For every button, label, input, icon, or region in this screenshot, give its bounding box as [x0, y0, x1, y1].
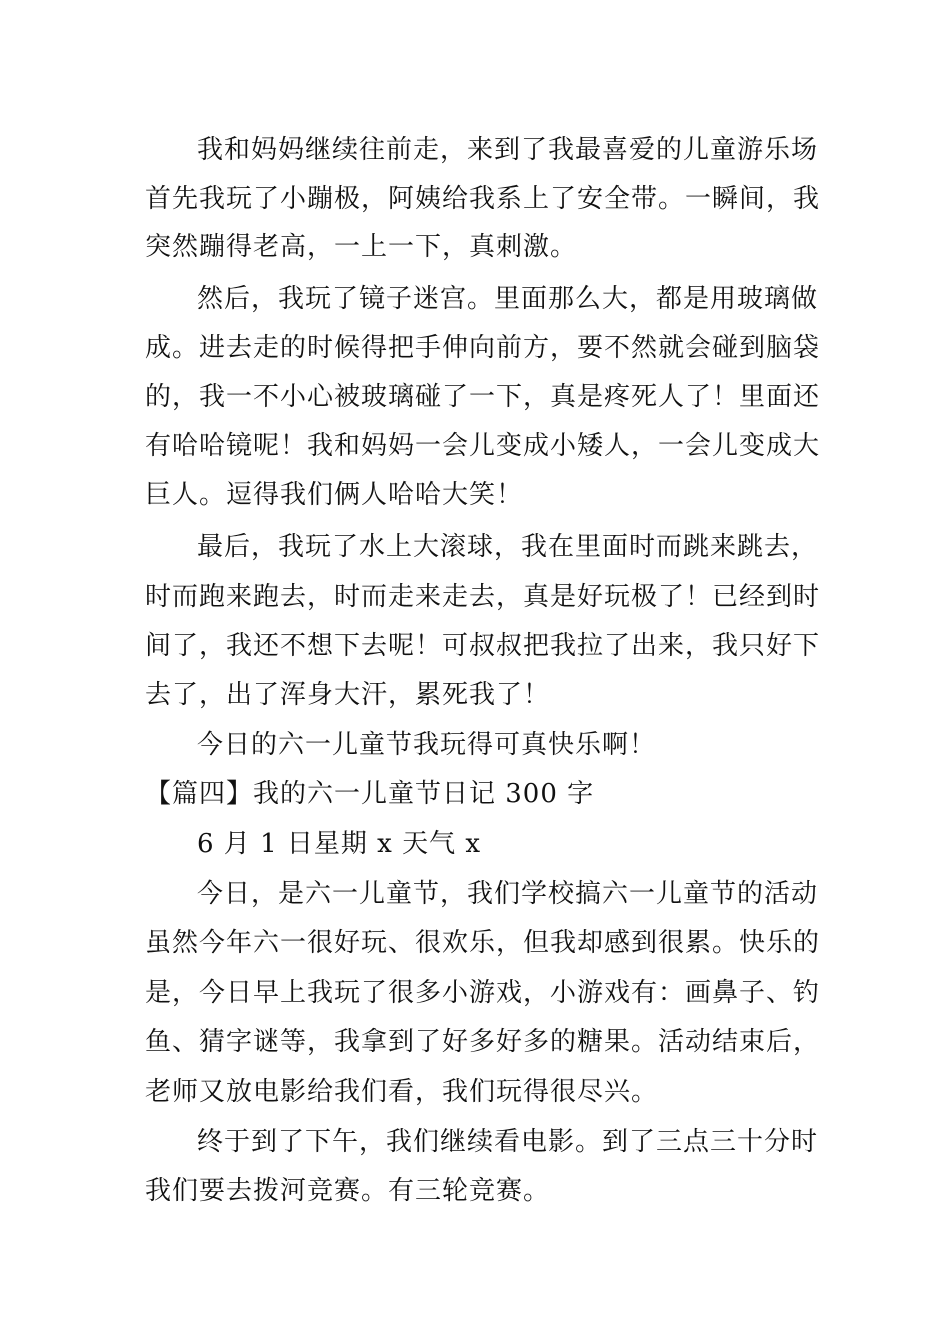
text-line: 首先我玩了小蹦极，阿姨给我系上了安全带。一瞬间，我	[145, 184, 821, 214]
text-line: 今日，是六一儿童节，我们学校搞六一儿童节的活动	[197, 879, 819, 909]
text-line: 最后，我玩了水上大滚球，我在里面时而跳来跳去，	[197, 532, 819, 562]
text-line: 老师又放电影给我们看，我们玩得很尽兴。	[145, 1077, 659, 1107]
text-line: 我和妈妈继续往前走，来到了我最喜爱的儿童游乐场	[197, 135, 819, 165]
text-line: 间了，我还不想下去呢！可叔叔把我拉了出来，我只好下	[145, 631, 821, 661]
text-line: 终于到了下午，我们继续看电影。到了三点三十分时	[197, 1127, 819, 1157]
text-line: 突然蹦得老高，一上一下，真刺激。	[145, 232, 578, 262]
date-line: 6 月 1 日星期 x 天气 x	[197, 829, 481, 859]
text-line: 的，我一不小心被玻璃碰了一下，真是疼死人了！里面还	[145, 382, 821, 412]
text-line: 去了，出了浑身大汗，累死我了！	[145, 680, 551, 710]
text-line: 有哈哈镜呢！我和妈妈一会儿变成小矮人，一会儿变成大	[145, 431, 821, 461]
section-heading: 【篇四】我的六一儿童节日记 300 字	[145, 779, 595, 809]
text-line: 今日的六一儿童节我玩得可真快乐啊！	[197, 730, 657, 760]
text-line: 成。进去走的时候得把手伸向前方，要不然就会碰到脑袋	[145, 333, 821, 363]
text-line: 巨人。逗得我们俩人哈哈大笑！	[145, 480, 524, 510]
text-line: 我们要去拨河竞赛。有三轮竞赛。	[145, 1176, 551, 1206]
text-line: 然后，我玩了镜子迷宫。里面那么大，都是用玻璃做	[197, 284, 819, 314]
text-line: 鱼、猜字谜等，我拿到了好多好多的糖果。活动结束后，	[145, 1027, 821, 1057]
text-line: 时而跑来跑去，时而走来走去，真是好玩极了！已经到时	[145, 582, 821, 612]
text-line: 是，今日早上我玩了很多小游戏，小游戏有：画鼻子、钓	[145, 978, 821, 1008]
text-line: 虽然今年六一很好玩、很欢乐，但我却感到很累。快乐的	[145, 928, 821, 958]
